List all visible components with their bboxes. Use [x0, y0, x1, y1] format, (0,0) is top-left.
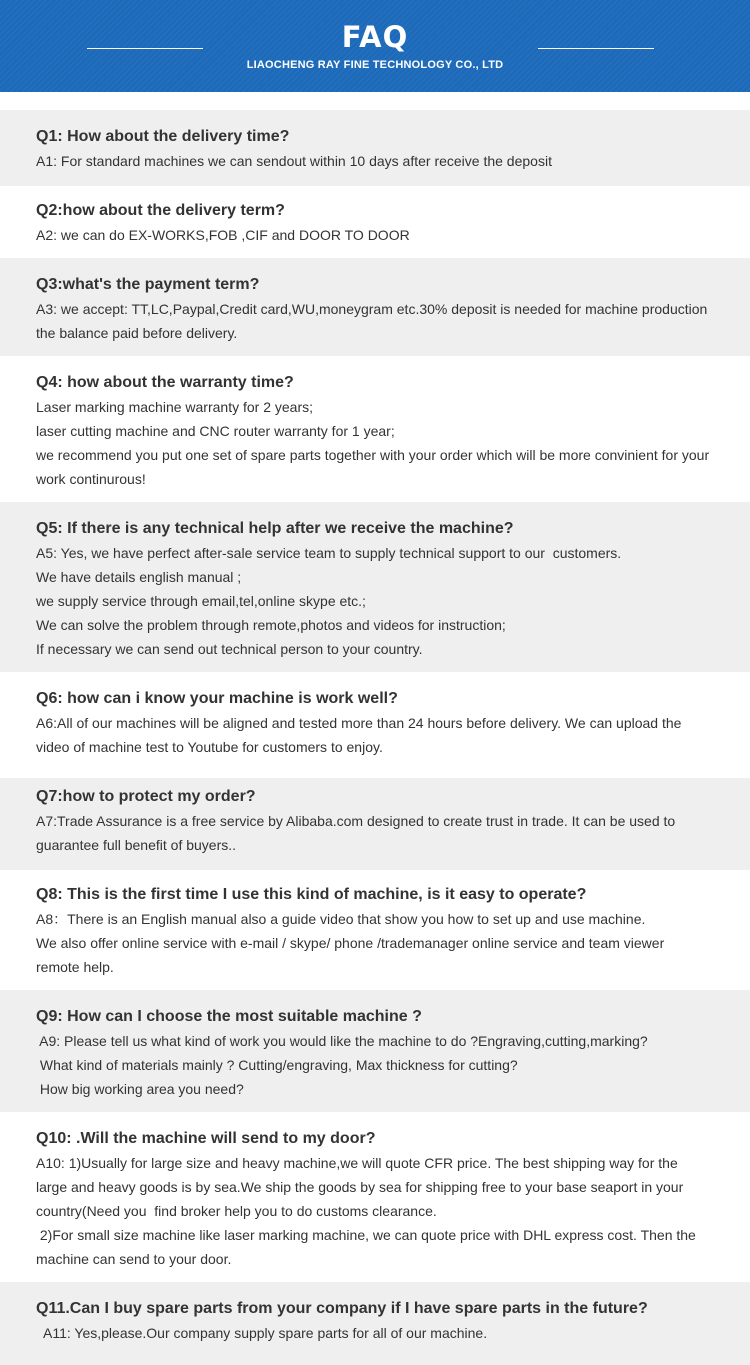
faq-answer-line: A6:All of our machines will be aligned and tested more than 24 hours before delivery. We can upload the — [36, 715, 682, 731]
company-name: LIAOCHENG RAY FINE TECHNOLOGY CO., LTD — [246, 59, 504, 71]
faq-answer — [36, 711, 681, 759]
faq-answer-line: A9: Please tell us what kind of work you would like the machine to do ?Engraving,cutting,marking? — [36, 1033, 648, 1049]
faq-answer-line: A11: Yes,please.Our company supply spare parts for all of our machine. — [36, 1325, 488, 1341]
faq-answer — [36, 907, 664, 979]
faq-answer — [36, 395, 709, 491]
faq-answer-line: laser cutting machine and CNC router warranty for 1 year; — [36, 423, 395, 439]
faq-answer-line: A2: we can do EX-WORKS,FOB ,CIF and DOOR TO DOOR — [36, 227, 410, 243]
faq-answer — [36, 223, 410, 247]
faq-answer — [36, 149, 552, 173]
faq-answer — [36, 297, 707, 345]
faq-answer-line: machine can send to your door. — [36, 1251, 232, 1267]
faq-question: Q8: This is the first time I use this kind of machine, is it easy to operate? — [36, 886, 587, 903]
faq-answer-line: A1: For standard machines we can sendout within 10 days after receive the deposit — [36, 153, 552, 169]
faq-answer-line: We can solve the problem through remote,photos and videos for instruction; — [36, 617, 506, 633]
faq-question: Q9: How can I choose the most suitable machine ? — [36, 1008, 422, 1025]
faq-answer-line: we recommend you put one set of spare parts together with your order which will be more convinient for your — [36, 447, 710, 463]
header-divider-right — [538, 48, 654, 49]
faq-item — [0, 110, 750, 186]
faq-answer-line: country(Need you find broker help you to do customs clearance. — [36, 1203, 437, 1219]
faq-question: Q10: .Will the machine will send to my door? — [36, 1130, 376, 1147]
faq-answer-line: guarantee full benefit of buyers.. — [36, 837, 237, 853]
faq-question: Q1: How about the delivery time? — [36, 128, 290, 145]
faq-answer-line: Laser marking machine warranty for 2 years; — [36, 399, 313, 415]
faq-answer-line: We also offer online service with e-mail / skype/ phone /trademanager online service and team viewer — [36, 935, 665, 951]
faq-answer — [36, 1321, 487, 1345]
faq-answer-line: the balance paid before delivery. — [36, 325, 238, 341]
faq-item — [0, 186, 750, 258]
faq-answer — [36, 541, 621, 661]
faq-question: Q2:how about the delivery term? — [36, 202, 285, 219]
faq-answer — [36, 1029, 648, 1101]
faq-question: Q11.Can I buy spare parts from your company if I have spare parts in the future? — [36, 1300, 648, 1317]
faq-answer-line: we supply service through email,tel,online skype etc.; — [36, 593, 366, 609]
faq-answer-line: large and heavy goods is by sea.We ship the goods by sea for shipping free to your base seaport in your — [36, 1179, 684, 1195]
faq-header — [0, 0, 750, 92]
faq-question: Q7:how to protect my order? — [36, 788, 256, 805]
faq-answer — [36, 809, 675, 857]
faq-answer-line: How big working area you need? — [36, 1081, 244, 1097]
faq-answer-line: video of machine test to Youtube for customers to enjoy. — [36, 739, 383, 755]
faq-question: Q5: If there is any technical help after we receive the machine? — [36, 520, 514, 537]
faq-answer-line: We have details english manual ; — [36, 569, 242, 585]
faq-answer-line: If necessary we can send out technical person to your country. — [36, 641, 423, 657]
faq-answer-line: remote help. — [36, 959, 114, 975]
page-title: FAQ — [341, 20, 409, 54]
faq-question: Q3:what's the payment term? — [36, 276, 260, 293]
faq-answer-line: A7:Trade Assurance is a free service by Alibaba.com designed to create trust in trade. It can be used to — [36, 813, 676, 829]
faq-answer-line: A3: we accept: TT,LC,Paypal,Credit card,WU,moneygram etc.30% deposit is needed for machine production — [36, 301, 708, 317]
faq-answer-line: work continurous! — [36, 471, 146, 487]
faq-answer-line: What kind of materials mainly ? Cutting/engraving, Max thickness for cutting? — [36, 1057, 518, 1073]
faq-question: Q6: how can i know your machine is work well? — [36, 690, 398, 707]
faq-answer-line: A10: 1)Usually for large size and heavy machine,we will quote CFR price. The best shipping way for the — [36, 1155, 678, 1171]
faq-question: Q4: how about the warranty time? — [36, 374, 294, 391]
faq-answer-line: A5: Yes, we have perfect after-sale service team to supply technical support to our customers. — [36, 545, 622, 561]
faq-answer-line: 2)For small size machine like laser marking machine, we can quote price with DHL express cost. Then the — [36, 1227, 696, 1243]
faq-answer-line: A8：There is an English manual also a guide video that show you how to set up and use machine. — [36, 911, 646, 927]
faq-answer — [36, 1151, 696, 1271]
